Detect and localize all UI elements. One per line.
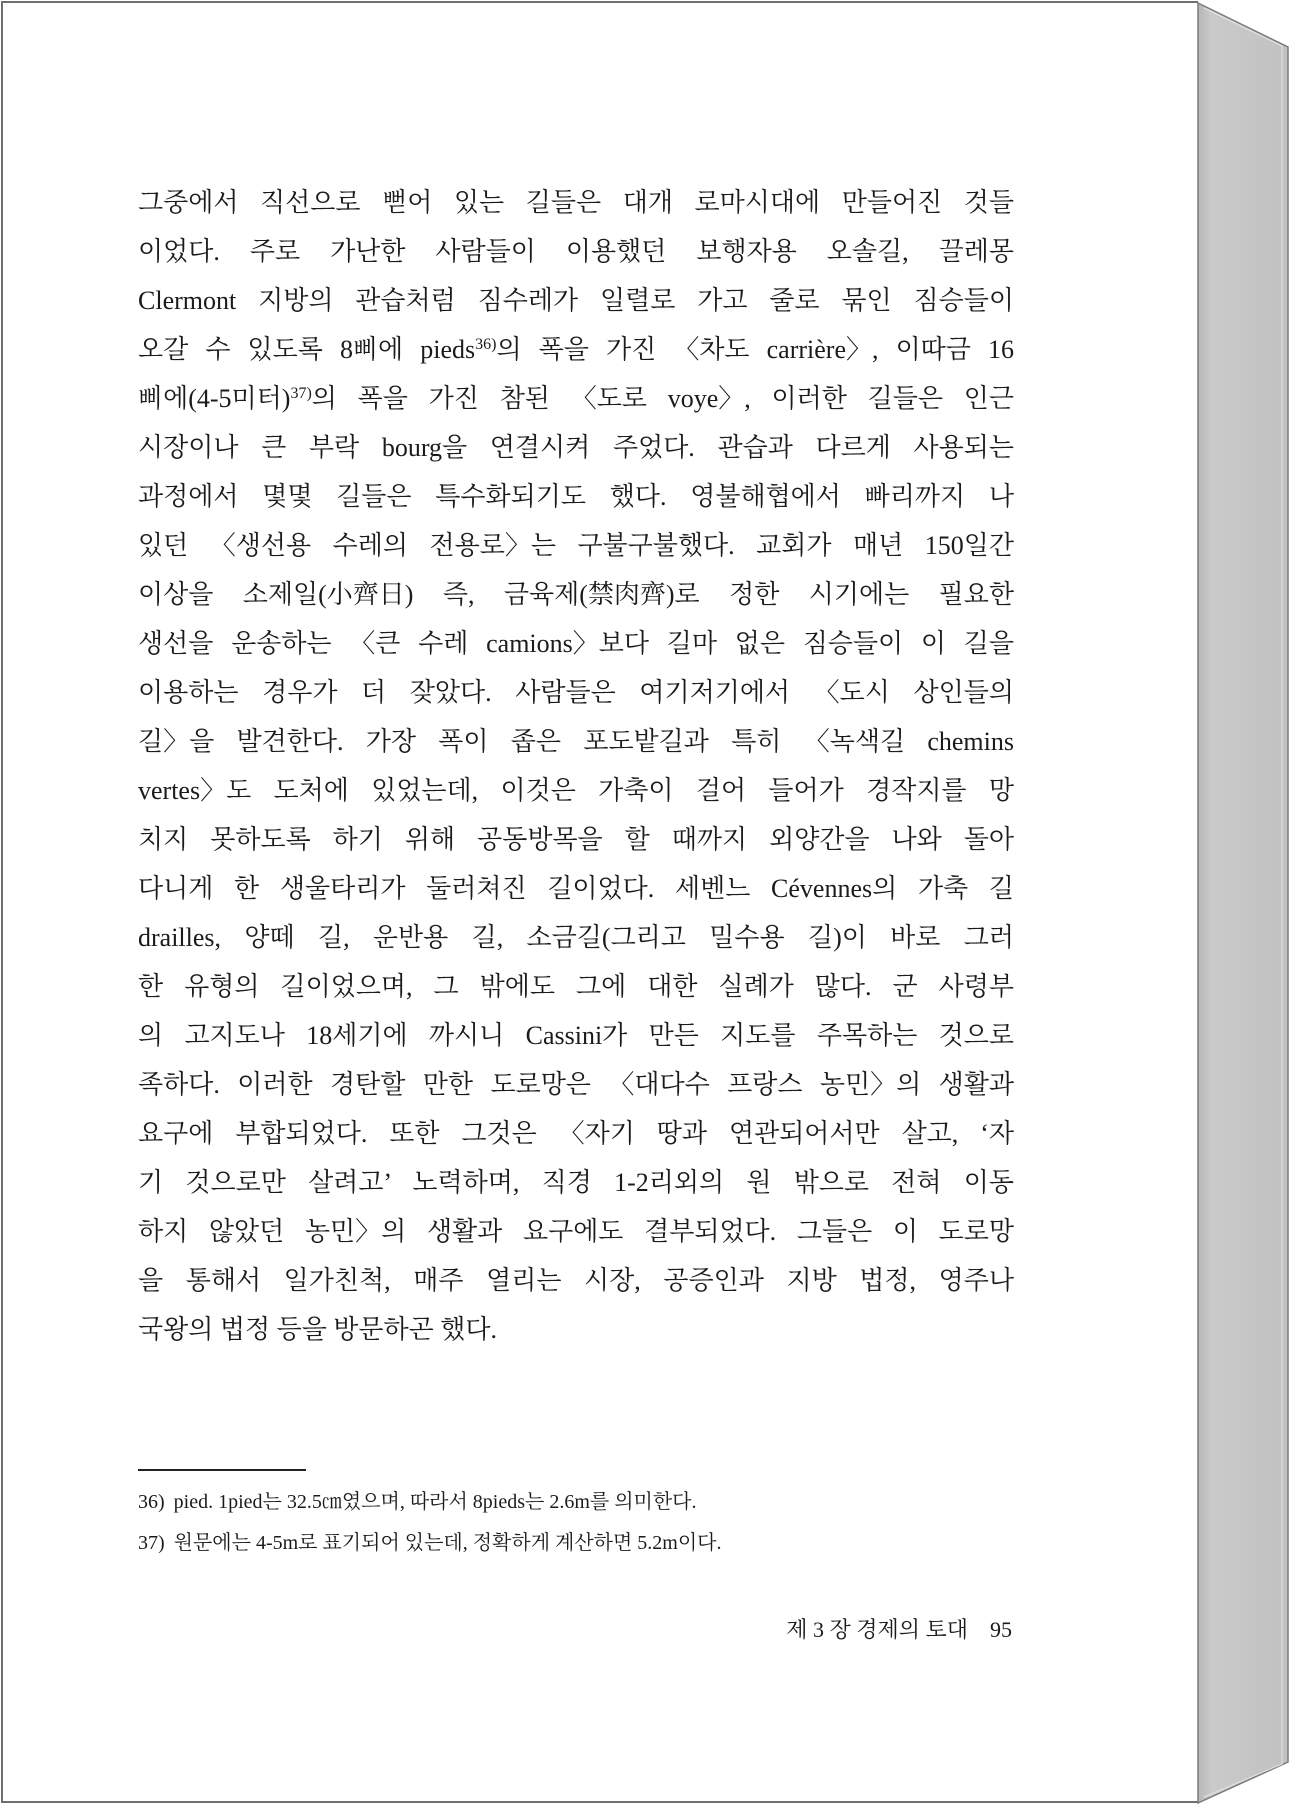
body-text-line-content: 요구에 부합되었다. 또한 그것은 〈자기 땅과 연관되어서만 살고, ‘자 bbox=[138, 1119, 1014, 1148]
body-text-line-content: 하지 않았던 농민〉의 생활과 요구에도 결부되었다. 그들은 이 도로망 bbox=[138, 1217, 1014, 1246]
footnotes bbox=[138, 1482, 998, 1564]
body-text-line-content: 과정에서 몇몇 길들은 특수화되기도 했다. 영불해협에서 빠리까지 나 bbox=[138, 482, 1014, 511]
body-text-line-content: 국왕의 법정 등을 방문하곤 했다. bbox=[138, 1315, 498, 1344]
footnote-text: 원문에는 4-5m로 표기되어 있는데, 정확하게 계산하면 5.2m이다. bbox=[173, 1532, 722, 1554]
body-text-line-content: 길〉을 발견한다. 가장 폭이 좁은 포도밭길과 특히 〈녹색길 chemins bbox=[138, 727, 1014, 756]
body-text-line bbox=[138, 1060, 1014, 1109]
body-text-line bbox=[138, 178, 1014, 227]
text-segment: 의 폭을 가진 〈차도 carrière〉, 이따금 16 bbox=[496, 335, 1014, 364]
footnote-marker: 36) bbox=[138, 1491, 165, 1513]
body-text-line-content bbox=[138, 374, 1014, 427]
footnote-ref: 37) bbox=[290, 385, 312, 402]
running-footer bbox=[786, 1612, 1012, 1648]
body-text-line bbox=[138, 913, 1014, 962]
body-text-line bbox=[138, 570, 1014, 619]
body-text-line bbox=[138, 325, 1014, 374]
body-text-line bbox=[138, 1158, 1014, 1207]
body-text-line bbox=[138, 962, 1014, 1011]
body-text-line-content: 다니게 한 생울타리가 둘러쳐진 길이었다. 세벤느 Cévennes의 가축 길 bbox=[138, 874, 1014, 903]
footnote-marker: 37) bbox=[138, 1532, 165, 1554]
page-number: 95 bbox=[990, 1617, 1012, 1642]
body-text-last-line bbox=[138, 1305, 1014, 1354]
book-side-face bbox=[1198, 3, 1288, 1803]
chapter-title: 제 3 장 경제의 토대 bbox=[786, 1617, 968, 1642]
body-text-line-content: vertes〉도 도처에 있었는데, 이것은 가축이 걸어 들어가 경작지를 망 bbox=[138, 776, 1014, 805]
body-text-line bbox=[138, 766, 1014, 815]
body-text-line-content: 치지 못하도록 하기 위해 공동방목을 할 때까지 외양간을 나와 돌아 bbox=[138, 825, 1014, 854]
body-text-line-content: 그중에서 직선으로 뻗어 있는 길들은 대개 로마시대에 만들어진 것들 bbox=[138, 188, 1014, 217]
body-text bbox=[138, 178, 1014, 1354]
body-text-line-content: 한 유형의 길이었으며, 그 밖에도 그에 대한 실례가 많다. 군 사령부 bbox=[138, 972, 1014, 1001]
body-text-line-content: 이용하는 경우가 더 잦았다. 사람들은 여기저기에서 〈도시 상인들의 bbox=[138, 678, 1014, 707]
body-text-line bbox=[138, 227, 1014, 276]
footnote-divider bbox=[138, 1469, 306, 1471]
body-text-line-content: Clermont 지방의 관습처럼 짐수레가 일렬로 가고 줄로 묶인 짐승들이 bbox=[138, 286, 1014, 315]
body-text-line-content: 이었다. 주로 가난한 사람들이 이용했던 보행자용 오솔길, 끌레몽 bbox=[138, 237, 1014, 266]
footnote bbox=[138, 1482, 998, 1523]
text-segment: 의 폭을 가진 참된 〈도로 voye〉, 이러한 길들은 인근 bbox=[311, 384, 1014, 413]
body-text-line bbox=[138, 1256, 1014, 1305]
body-text-line bbox=[138, 717, 1014, 766]
text-segment: 오갈 수 있도록 8삐에 pieds bbox=[138, 335, 476, 364]
body-text-line bbox=[138, 521, 1014, 570]
body-text-line bbox=[138, 815, 1014, 864]
footnote-ref: 36) bbox=[475, 336, 497, 353]
body-text-line-content: 기 것으로만 살려고’ 노력하며, 직경 1-2리외의 원 밖으로 전혀 이동 bbox=[138, 1168, 1014, 1197]
body-text-line-content: 있던 〈생선용 수레의 전용로〉는 구불구불했다. 교회가 매년 150일간 bbox=[138, 531, 1014, 560]
footnote bbox=[138, 1523, 998, 1564]
body-text-line-content: 족하다. 이러한 경탄할 만한 도로망은 〈대다수 프랑스 농민〉의 생활과 bbox=[138, 1070, 1014, 1099]
body-text-line-content bbox=[138, 325, 1014, 378]
body-text-line-content: 생선을 운송하는 〈큰 수레 camions〉보다 길마 없은 짐승들이 이 길을 bbox=[138, 629, 1014, 658]
body-text-line bbox=[138, 374, 1014, 423]
body-text-line bbox=[138, 1011, 1014, 1060]
body-text-line bbox=[138, 1207, 1014, 1256]
footnote-text: pied. 1pied는 32.5㎝였으며, 따라서 8pieds는 2.6m를 의미한다. bbox=[173, 1491, 697, 1513]
text-segment: 삐에(4-5미터) bbox=[138, 384, 291, 413]
body-text-line bbox=[138, 1109, 1014, 1158]
body-text-line bbox=[138, 423, 1014, 472]
body-text-line bbox=[138, 276, 1014, 325]
body-text-line-content: drailles, 양떼 길, 운반용 길, 소금길(그리고 밀수용 길)이 바로 그러 bbox=[138, 923, 1014, 952]
body-text-line-content: 을 통해서 일가친척, 매주 열리는 시장, 공증인과 지방 법정, 영주나 bbox=[138, 1266, 1014, 1295]
body-text-line-content: 시장이나 큰 부락 bourg을 연결시켜 주었다. 관습과 다르게 사용되는 bbox=[138, 433, 1014, 462]
body-text-line bbox=[138, 472, 1014, 521]
body-text-line bbox=[138, 619, 1014, 668]
body-text-line-content: 의 고지도나 18세기에 까시니 Cassini가 만든 지도를 주목하는 것으로 bbox=[138, 1021, 1014, 1050]
body-text-line bbox=[138, 668, 1014, 717]
body-text-line bbox=[138, 864, 1014, 913]
body-text-line-content: 이상을 소제일(小齊日) 즉, 금육제(禁肉齊)로 정한 시기에는 필요한 bbox=[138, 580, 1014, 609]
book-side-edge bbox=[1196, 0, 1305, 1806]
